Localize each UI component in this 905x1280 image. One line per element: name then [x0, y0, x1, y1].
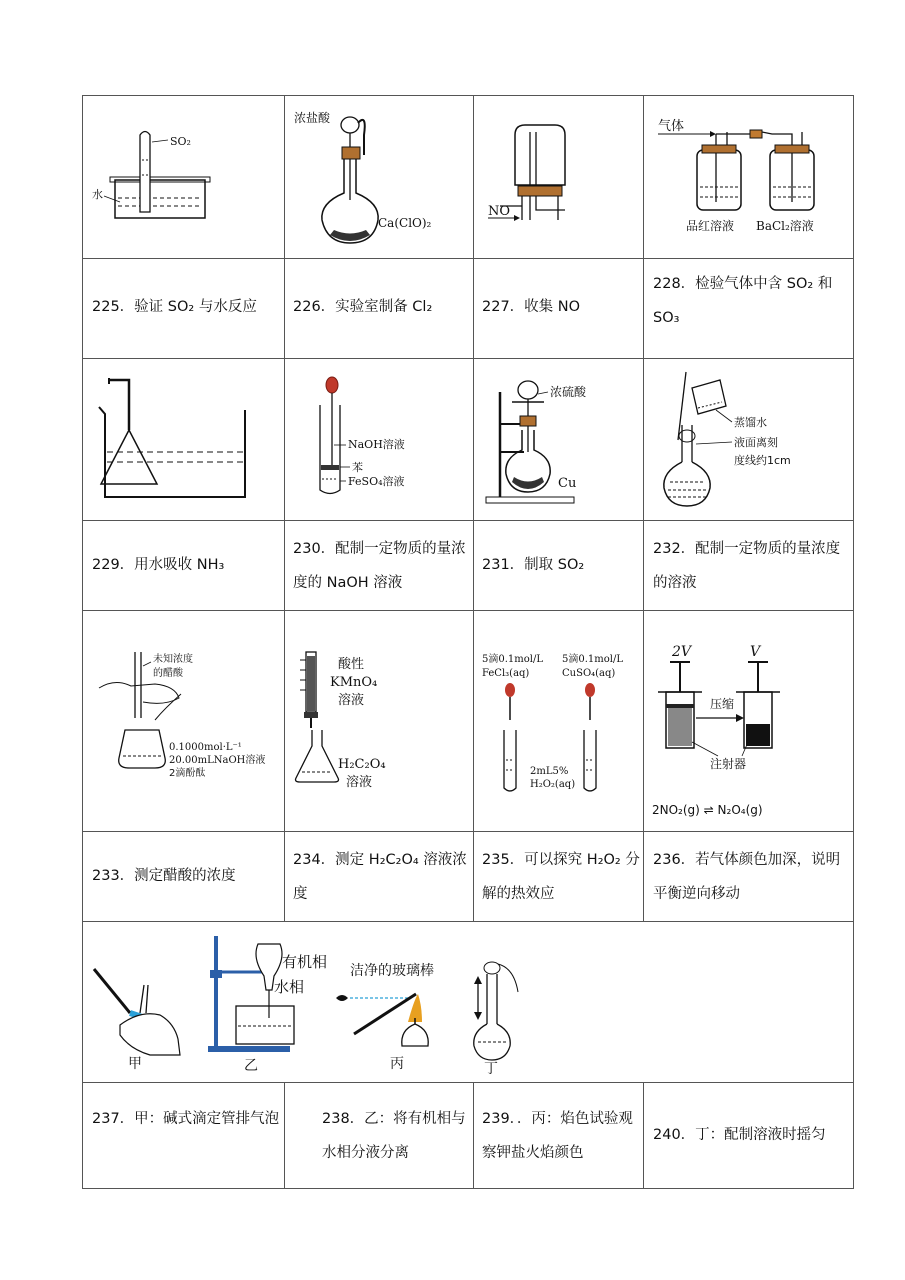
label-cuso4-1: 5滴0.1mol/L — [562, 654, 623, 665]
label-organic: 有机相 — [282, 953, 328, 971]
label-so2: SO₂ — [170, 135, 191, 148]
label-level-2: 度线约1cm — [734, 454, 791, 467]
caption-240: 240．丁：配制溶液时摇匀 — [653, 1127, 826, 1143]
label-compress: 压缩 — [710, 697, 735, 711]
label-gas: 气体 — [658, 119, 685, 134]
row-divider — [82, 258, 854, 259]
label-ding: 丁 — [484, 1061, 498, 1077]
label-naoh-sol: NaOH溶液 — [348, 438, 405, 451]
caption-236: 236．若气体颜色加深，说明平衡逆向移动 — [653, 852, 841, 902]
label-unknown-2: 的醋酸 — [153, 668, 183, 679]
label-fecl3-1: 5滴0.1mol/L — [482, 654, 543, 665]
label-syringe: 注射器 — [710, 757, 747, 771]
caption-234: 234．测定 H₂C₂O₄ 溶液浓度 — [293, 852, 467, 902]
col-divider — [643, 95, 644, 921]
diagram-229-absorb-nh3 — [95, 372, 275, 507]
caption-227: 227．收集 NO — [482, 299, 581, 315]
caption-231: 231．制取 SO₂ — [482, 557, 585, 573]
diagram-234-h2c2o4-titration — [292, 650, 467, 795]
diagram-238-separatory-funnel — [202, 930, 332, 1075]
label-glass-rod: 洁净的玻璃棒 — [350, 963, 434, 979]
label-kmno4-1: 酸性 — [338, 657, 365, 672]
label-kmno4-2: KMnO₄ — [330, 675, 378, 690]
label-naoh-3: 2滴酚酞 — [169, 768, 206, 779]
diagram-230-naoh-prep — [300, 375, 460, 505]
label-2v: 2V — [672, 644, 692, 660]
label-naoh-1: 0.1000mol·L⁻¹ — [169, 742, 242, 753]
caption-237: 237．甲：碱式滴定管排气泡 — [92, 1111, 280, 1127]
caption-229: 229．用水吸收 NH₃ — [92, 557, 225, 573]
row-divider — [82, 610, 854, 611]
label-aqueous: 水相 — [274, 978, 305, 996]
col-divider — [284, 1082, 285, 1189]
caption-232: 232．配制一定物质的量浓度的溶液 — [653, 541, 841, 591]
diagram-231-make-so2 — [482, 372, 642, 512]
label-pinhong: 品红溶液 — [686, 219, 735, 233]
diagram-235-h2o2-heat — [480, 650, 640, 795]
label-h2c2o4-1: H₂C₂O₄ — [338, 757, 386, 772]
caption-238: 238．乙：将有机相与水相分液分离 — [322, 1111, 466, 1161]
label-equation: 2NO₂(g) ⇌ N₂O₄(g) — [652, 803, 763, 817]
label-jia: 甲 — [128, 1056, 142, 1072]
label-yi: 乙 — [244, 1058, 258, 1074]
label-level-1: 液面离刻 — [734, 436, 778, 449]
row-divider — [82, 831, 854, 832]
diagram-227-collect-no — [480, 120, 640, 230]
diagram-233-acetic-titration — [95, 648, 280, 783]
label-no: NO — [488, 204, 511, 219]
label-unknown-1: 未知浓度 — [153, 654, 193, 665]
label-h2o2-2: H₂O₂(aq) — [530, 779, 576, 790]
label-h2o2-1: 2mL5% — [530, 766, 569, 777]
row-divider — [82, 520, 854, 521]
label-kmno4-3: 溶液 — [338, 693, 365, 708]
diagram-239-flame-test — [336, 960, 456, 1075]
label-conc-hcl: 浓盐酸 — [294, 111, 331, 125]
row-divider — [82, 1082, 854, 1083]
label-distilled-water: 蒸馏水 — [734, 416, 767, 429]
row-divider — [82, 358, 854, 359]
label-fecl3-2: FeCl₃(aq) — [482, 668, 530, 679]
diagram-240-flask-shake — [470, 958, 540, 1076]
caption-230: 230．配制一定物质的量浓度的 NaOH 溶液 — [293, 541, 466, 591]
row-divider — [82, 921, 854, 922]
label-v: V — [750, 644, 761, 660]
col-divider — [284, 95, 285, 921]
label-naoh-2: 20.00mLNaOH溶液 — [169, 755, 266, 766]
label-conc-h2so4: 浓硫酸 — [550, 385, 587, 399]
label-bing: 丙 — [390, 1056, 404, 1072]
col-divider — [473, 95, 474, 921]
caption-233: 233．测定醋酸的浓度 — [92, 868, 236, 884]
label-feso4: FeSO₄溶液 — [348, 475, 405, 488]
diagram-225-so2-in-water — [90, 120, 275, 230]
col-divider — [643, 1082, 644, 1189]
label-benzene: 苯 — [352, 461, 363, 474]
label-cuso4-2: CuSO₄(aq) — [562, 668, 616, 679]
label-ca-clo2: Ca(ClO)₂ — [378, 216, 432, 230]
label-bacl2: BaCl₂溶液 — [756, 219, 814, 233]
caption-228: 228．检验气体中含 SO₂ 和 SO₃ — [653, 276, 833, 326]
diagram-232-solution-prep — [656, 370, 846, 510]
caption-239: 239．．丙：焰色试验观察钾盐火焰颜色 — [482, 1111, 633, 1161]
diagram-226-cl2-prep — [292, 105, 472, 250]
label-water: 水 — [92, 188, 103, 201]
diagram-237-burette-bubbles — [90, 955, 190, 1075]
caption-226: 226．实验室制备 Cl₂ — [293, 299, 433, 315]
col-divider — [473, 1082, 474, 1189]
caption-235: 235．可以探究 H₂O₂ 分解的热效应 — [482, 852, 640, 902]
label-cu: Cu — [558, 476, 577, 491]
caption-225: 225．验证 SO₂ 与水反应 — [92, 299, 257, 315]
diagram-236-no2-compress — [652, 642, 847, 824]
label-h2c2o4-2: 溶液 — [346, 775, 373, 790]
diagram-228-gas-test — [652, 112, 848, 242]
